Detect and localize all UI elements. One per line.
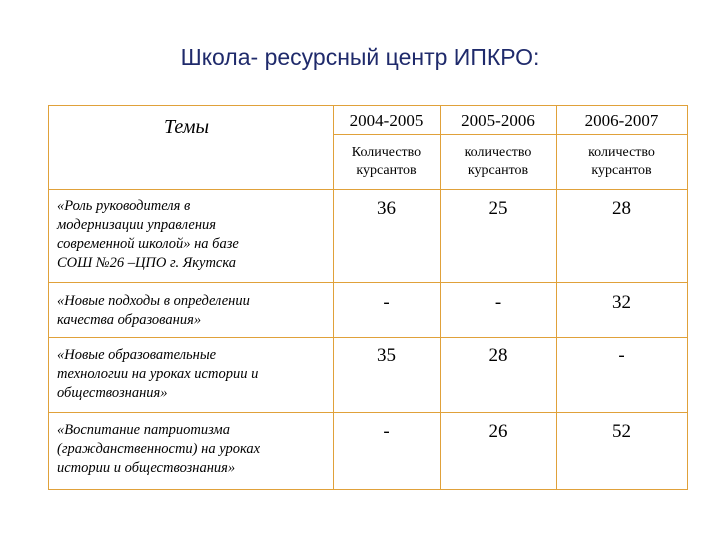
count-subheader: количество курсантов: [464, 145, 532, 178]
year-header: 2006-2007: [584, 111, 659, 130]
row-divider: [49, 282, 687, 283]
value-cell: 26: [488, 421, 508, 442]
count-subheader: Количество курсантов: [351, 145, 422, 178]
courses-table: [48, 105, 688, 490]
themes-header: Темы: [164, 116, 210, 138]
value-cell: -: [383, 292, 390, 313]
year-header: 2005-2006: [461, 111, 535, 130]
row-divider: [333, 134, 687, 135]
topic-cell: «Новые образовательные технологии на уроках истории и обществознания»: [57, 347, 259, 401]
topic-cell: «Роль руководителя в модернизации управления современной школой» на базе СОШ №26 –ЦПО г. Якутска: [57, 198, 239, 271]
row-divider: [49, 412, 687, 413]
page-title: Школа- ресурсный центр ИПКРО:: [180, 44, 540, 70]
value-cell: 35: [377, 345, 396, 366]
value-cell: 32: [612, 292, 631, 313]
value-cell: 28: [488, 345, 508, 366]
value-cell: -: [618, 345, 625, 366]
row-divider: [49, 189, 687, 190]
count-subheader: количество курсантов: [588, 145, 655, 178]
year-header: 2004-2005: [349, 111, 424, 130]
value-cell: -: [494, 292, 502, 313]
topic-cell: «Воспитание патриотизма (гражданственности) на уроках истории и обществознания»: [57, 422, 261, 476]
topic-cell: «Новые подходы в определении качества образования»: [57, 293, 250, 328]
value-cell: -: [383, 421, 390, 442]
value-cell: 36: [377, 198, 396, 219]
value-cell: 52: [612, 421, 631, 442]
value-cell: 25: [488, 198, 508, 219]
row-divider: [49, 337, 687, 338]
value-cell: 28: [612, 198, 631, 219]
